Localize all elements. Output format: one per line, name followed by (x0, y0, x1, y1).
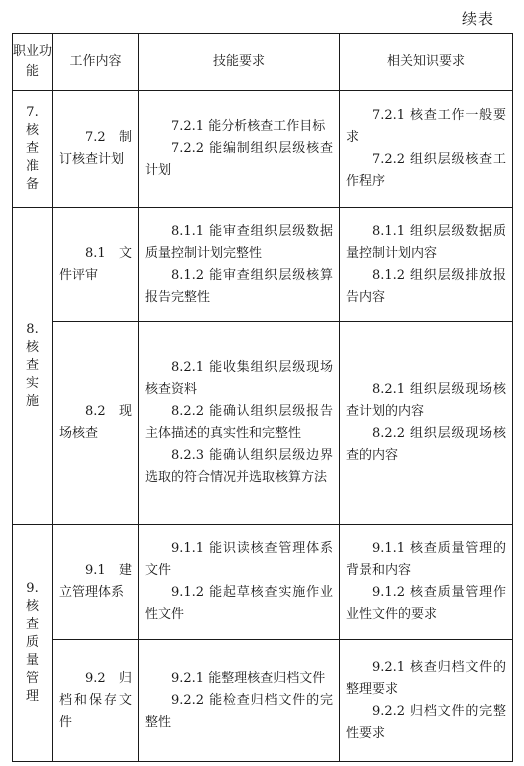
skill-item: 8.2.1 能收集组织层级现场核查资料 (145, 360, 333, 397)
function-name: 核查实施 (25, 340, 39, 409)
knowledge-cell (340, 208, 513, 322)
table-row (13, 525, 513, 640)
knowledge-cell (340, 525, 513, 640)
function-name: 核查质量管理 (25, 599, 39, 704)
table-row (13, 208, 513, 322)
table-header-row (13, 34, 513, 91)
header-knowledge: 相关知识要求 (340, 34, 513, 91)
function-cell (13, 91, 53, 208)
knowledge-item: 8.1.1 组织层级数据质量控制计划内容 (346, 223, 506, 261)
work-content-cell (53, 640, 139, 762)
skills-cell (139, 322, 340, 525)
knowledge-cell (340, 640, 513, 762)
skill-item: 9.1.2 能起草核查实施作业性文件 (145, 585, 333, 622)
knowledge-item: 9.2.1 核查归档文件的整理要求 (346, 659, 506, 697)
skill-item: 8.1.1 能审查组织层级数据质量控制计划完整性 (145, 223, 333, 261)
skill-item: 9.2.2 能检查归档文件的完整性 (145, 692, 333, 730)
function-number: 9. (26, 581, 39, 596)
knowledge-item: 7.2.2 组织层级核查工作程序 (346, 152, 506, 189)
skill-item: 8.2.2 能确认组织层级报告主体描述的真实性和完整性 (145, 404, 333, 441)
header-content: 工作内容 (53, 34, 139, 91)
table-row (13, 640, 513, 762)
skills-cell (139, 640, 340, 762)
skill-item: 7.2.2 能编制组织层级核查计划 (145, 141, 333, 178)
skill-item: 9.2.1 能整理核查归档文件 (171, 670, 326, 686)
skills-cell (139, 91, 340, 208)
header-function: 职业功能 (13, 34, 53, 91)
knowledge-item: 8.2.2 组织层级现场核查的内容 (346, 426, 506, 463)
function-number: 8. (26, 322, 39, 337)
skill-item: 9.1.1 能识读核查管理体系文件 (145, 541, 333, 578)
function-cell (13, 208, 53, 525)
skill-item: 8.1.2 能审查组织层级核算报告完整性 (145, 267, 333, 305)
knowledge-item: 8.1.2 组织层级排放报告内容 (346, 267, 506, 305)
work-content-cell (53, 525, 139, 640)
continued-label: 续表 (461, 10, 494, 28)
table-row (13, 322, 513, 525)
work-content-cell (53, 208, 139, 322)
knowledge-item: 9.1.1 核查质量管理的背景和内容 (346, 541, 506, 578)
work-content: 7.2 制订核查计划 (59, 130, 132, 167)
occupational-skills-table (12, 33, 513, 762)
work-content-cell (53, 91, 139, 208)
skill-item: 8.2.3 能确认组织层级边界选取的符合情况并选取核算方法 (145, 448, 333, 485)
function-number: 7. (26, 105, 39, 120)
knowledge-item: 7.2.1 核查工作一般要求 (346, 108, 506, 145)
function-cell (13, 525, 53, 762)
work-content: 8.1 文件评审 (59, 245, 132, 283)
function-name: 核查准备 (25, 123, 39, 192)
work-content: 8.2 现场核查 (59, 404, 132, 441)
knowledge-cell (340, 322, 513, 525)
work-content: 9.2 归档和保存文件 (59, 670, 132, 730)
skills-cell (139, 525, 340, 640)
skill-item: 7.2.1 能分析核查工作目标 (171, 119, 326, 134)
knowledge-item: 8.2.1 组织层级现场核查计划的内容 (346, 382, 506, 419)
knowledge-item: 9.1.2 核查质量管理作业性文件的要求 (346, 585, 506, 622)
header-skills: 技能要求 (139, 34, 340, 91)
work-content: 9.1 建立管理体系 (59, 563, 132, 600)
knowledge-item: 9.2.2 归档文件的完整性要求 (346, 703, 506, 741)
knowledge-cell (340, 91, 513, 208)
table-row (13, 91, 513, 208)
skills-cell (139, 208, 340, 322)
work-content-cell (53, 322, 139, 525)
